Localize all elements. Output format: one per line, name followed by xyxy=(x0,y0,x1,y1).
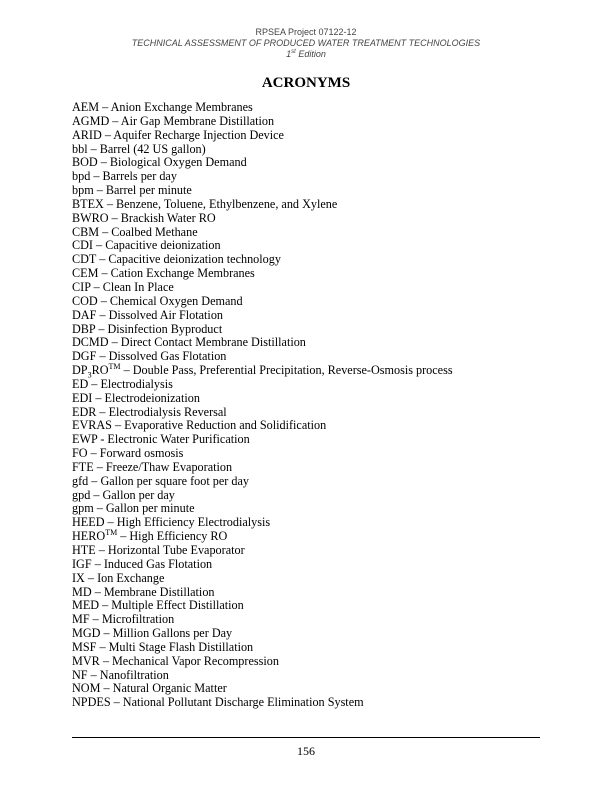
acronym-term: DBP xyxy=(72,321,96,336)
acronym-definition: – Electrodeionization xyxy=(92,390,200,405)
acronym-definition: – Nanofiltration xyxy=(87,667,169,682)
acronym-term: HERO xyxy=(72,529,106,544)
acronym-term-suffix: RO xyxy=(91,363,109,378)
acronym-definition: - Electronic Water Purification xyxy=(97,432,250,447)
acronym-term: MGD xyxy=(72,626,101,641)
acronym-definition: – Barrel (42 US gallon) xyxy=(87,141,206,156)
acronym-entry xyxy=(72,239,453,253)
acronym-entry xyxy=(72,323,453,337)
acronym-definition: – Direct Contact Membrane Distillation xyxy=(108,335,306,350)
acronym-entry xyxy=(72,586,453,600)
acronym-term: MED xyxy=(72,598,100,613)
acronym-term: CBM xyxy=(72,224,100,239)
acronym-entry xyxy=(72,129,453,143)
acronym-definition: – Clean In Place xyxy=(90,279,174,294)
acronym-entry xyxy=(72,572,453,586)
acronym-term: bpm xyxy=(72,183,94,198)
acronym-term: DAF xyxy=(72,307,97,322)
acronym-entry xyxy=(72,599,453,613)
edition-word: Edition xyxy=(295,49,326,59)
acronym-definition: – Cation Exchange Membranes xyxy=(98,266,255,281)
acronym-definition: – Ion Exchange xyxy=(84,570,165,585)
acronym-definition: – Gallon per square foot per day xyxy=(88,473,250,488)
acronym-entry xyxy=(72,309,453,323)
acronym-entry xyxy=(72,641,453,655)
acronym-entry xyxy=(72,406,453,420)
acronym-entry xyxy=(72,184,453,198)
acronym-entry xyxy=(72,669,453,683)
acronym-entry xyxy=(72,447,453,461)
acronym-entry xyxy=(72,502,453,516)
acronym-term: AGMD xyxy=(72,113,110,128)
acronym-entry xyxy=(72,627,453,641)
acronym-term: BOD xyxy=(72,155,98,170)
acronym-entry xyxy=(72,350,453,364)
acronym-term: COD xyxy=(72,293,98,308)
acronym-term: MVR xyxy=(72,653,100,668)
acronym-entry xyxy=(72,281,453,295)
acronym-definition: – Mechanical Vapor Recompression xyxy=(99,653,279,668)
page-number: 156 xyxy=(297,744,315,758)
acronym-definition: – Biological Oxygen Demand xyxy=(97,155,247,170)
acronym-definition: – Million Gallons per Day xyxy=(100,626,233,641)
acronym-term: gfd xyxy=(72,473,89,488)
acronym-term: HEED xyxy=(72,515,105,530)
acronym-entry xyxy=(72,198,453,212)
acronym-entry xyxy=(72,696,453,710)
acronym-term: ED xyxy=(72,376,89,391)
acronym-entry xyxy=(72,361,453,380)
acronym-definition: – Aquifer Recharge Injection Device xyxy=(101,127,284,142)
header-project: RPSEA Project 07122-12 xyxy=(255,27,357,37)
acronym-definition: – Barrels per day xyxy=(90,169,177,184)
acronym-definition: – Gallon per day xyxy=(90,487,175,502)
acronym-term: CDI xyxy=(72,238,93,253)
acronym-term: EWP xyxy=(72,432,98,447)
acronym-definition: – Barrel per minute xyxy=(93,183,192,198)
acronym-term: DP xyxy=(72,363,88,378)
acronym-entry xyxy=(72,392,453,406)
acronym-entry xyxy=(72,101,453,115)
acronym-entry xyxy=(72,489,453,503)
acronym-term: IGF xyxy=(72,556,92,571)
acronym-entry xyxy=(72,295,453,309)
acronym-entry xyxy=(72,170,453,184)
acronym-entry xyxy=(72,226,453,240)
acronym-term: gpd xyxy=(72,487,91,502)
acronym-definition: – Brackish Water RO xyxy=(108,210,216,225)
acronym-entry xyxy=(72,433,453,447)
acronym-term: EDR xyxy=(72,404,97,419)
acronym-entry xyxy=(72,475,453,489)
acronym-term: EDI xyxy=(72,390,93,405)
acronym-term: CDT xyxy=(72,252,97,267)
acronym-definition: – Benzene, Toluene, Ethylbenzene, and Xylene xyxy=(103,196,338,211)
trademark-superscript: TM xyxy=(105,528,118,538)
acronym-definition: – Dissolved Air Flotation xyxy=(96,307,224,322)
acronym-definition: – Capacitive deionization technology xyxy=(96,252,281,267)
acronym-entry xyxy=(72,143,453,157)
acronym-definition: – Coalbed Methane xyxy=(99,224,198,239)
acronym-term: MD xyxy=(72,584,92,599)
acronym-definition: – Disinfection Byproduct xyxy=(95,321,223,336)
acronym-term: MSF xyxy=(72,639,97,654)
acronym-entry xyxy=(72,115,453,129)
acronym-subscript: 3 xyxy=(87,370,92,380)
acronym-definition: – Dissolved Gas Flotation xyxy=(96,349,227,364)
acronym-definition: – Air Gap Membrane Distillation xyxy=(109,113,275,128)
acronym-entry xyxy=(72,267,453,281)
acronym-definition: – Freeze/Thaw Evaporation xyxy=(93,459,233,474)
acronym-entry xyxy=(72,253,453,267)
acronym-definition: – Microfiltration xyxy=(89,612,175,627)
acronym-term: BTEX xyxy=(72,196,104,211)
acronym-term: NPDES xyxy=(72,695,111,710)
acronym-term: FTE xyxy=(72,459,94,474)
acronym-definition: – Electrodialysis Reversal xyxy=(96,404,227,419)
acronym-definition: – Membrane Distillation xyxy=(91,584,215,599)
acronym-definition: – High Efficiency RO xyxy=(117,529,228,544)
acronym-term: gpm xyxy=(72,501,94,516)
acronym-list xyxy=(72,101,453,710)
acronym-term: NF xyxy=(72,667,88,682)
acronym-entry xyxy=(72,419,453,433)
acronym-definition: – Horizontal Tube Evaporator xyxy=(95,543,245,557)
acronym-term: DCMD xyxy=(72,335,109,350)
acronym-definition: – Gallon per minute xyxy=(93,501,195,516)
header-report-title: TECHNICAL ASSESSMENT OF PRODUCED WATER TREATMENT TECHNOLOGIES xyxy=(131,38,481,48)
acronym-entry xyxy=(72,461,453,475)
acronym-definition: – Capacitive deionization xyxy=(93,238,221,253)
acronym-definition: – Induced Gas Flotation xyxy=(91,556,213,571)
acronym-definition: – Multiple Effect Distillation xyxy=(99,598,244,613)
acronym-term: DGF xyxy=(72,349,97,364)
edition-suffix: st xyxy=(291,49,296,55)
acronym-entry xyxy=(72,613,453,627)
acronym-entry xyxy=(72,682,453,696)
acronym-definition: – Evaporative Reduction and Solidification xyxy=(111,418,327,433)
acronym-definition: – Forward osmosis xyxy=(87,446,184,461)
acronym-entry xyxy=(72,156,453,170)
acronym-term: IX xyxy=(72,570,85,585)
acronym-term: bbl xyxy=(72,141,88,156)
acronym-entry xyxy=(72,558,453,572)
header-edition xyxy=(0,49,612,60)
acronym-definition: – Chemical Oxygen Demand xyxy=(97,293,243,308)
acronym-term: EVRAS xyxy=(72,418,112,433)
acronym-term: BWRO xyxy=(72,210,109,225)
acronym-definition: – Electrodialysis xyxy=(88,376,173,391)
acronym-definition: – Natural Organic Matter xyxy=(100,681,227,696)
acronym-term: FO xyxy=(72,446,88,461)
acronym-term: CIP xyxy=(72,279,91,294)
acronym-term: AEM xyxy=(72,100,100,114)
acronym-entry xyxy=(72,336,453,350)
acronym-entry xyxy=(72,212,453,226)
acronym-term: MF xyxy=(72,612,90,627)
acronym-definition: – Anion Exchange Membranes xyxy=(99,100,253,114)
acronym-definition: – National Pollutant Discharge Elimination System xyxy=(110,695,364,710)
page-title: ACRONYMS xyxy=(261,75,351,91)
acronym-term: NOM xyxy=(72,681,101,696)
acronym-term: bpd xyxy=(72,169,91,184)
acronym-definition: – High Efficiency Electrodialysis xyxy=(104,515,271,530)
acronym-entry xyxy=(72,378,453,392)
footer-divider xyxy=(72,737,540,738)
acronym-entry xyxy=(72,655,453,669)
acronym-term: HTE xyxy=(72,543,96,557)
acronym-term: CEM xyxy=(72,266,99,281)
edition-number: 1 xyxy=(286,49,292,59)
acronym-entry xyxy=(72,544,453,558)
acronym-definition: – Double Pass, Preferential Precipitation, Reverse-Osmosis process xyxy=(120,363,453,378)
acronym-entry xyxy=(72,530,453,544)
acronym-term: ARID xyxy=(72,127,102,142)
trademark-superscript: TM xyxy=(108,361,121,371)
acronym-definition: – Multi Stage Flash Distillation xyxy=(96,639,254,654)
